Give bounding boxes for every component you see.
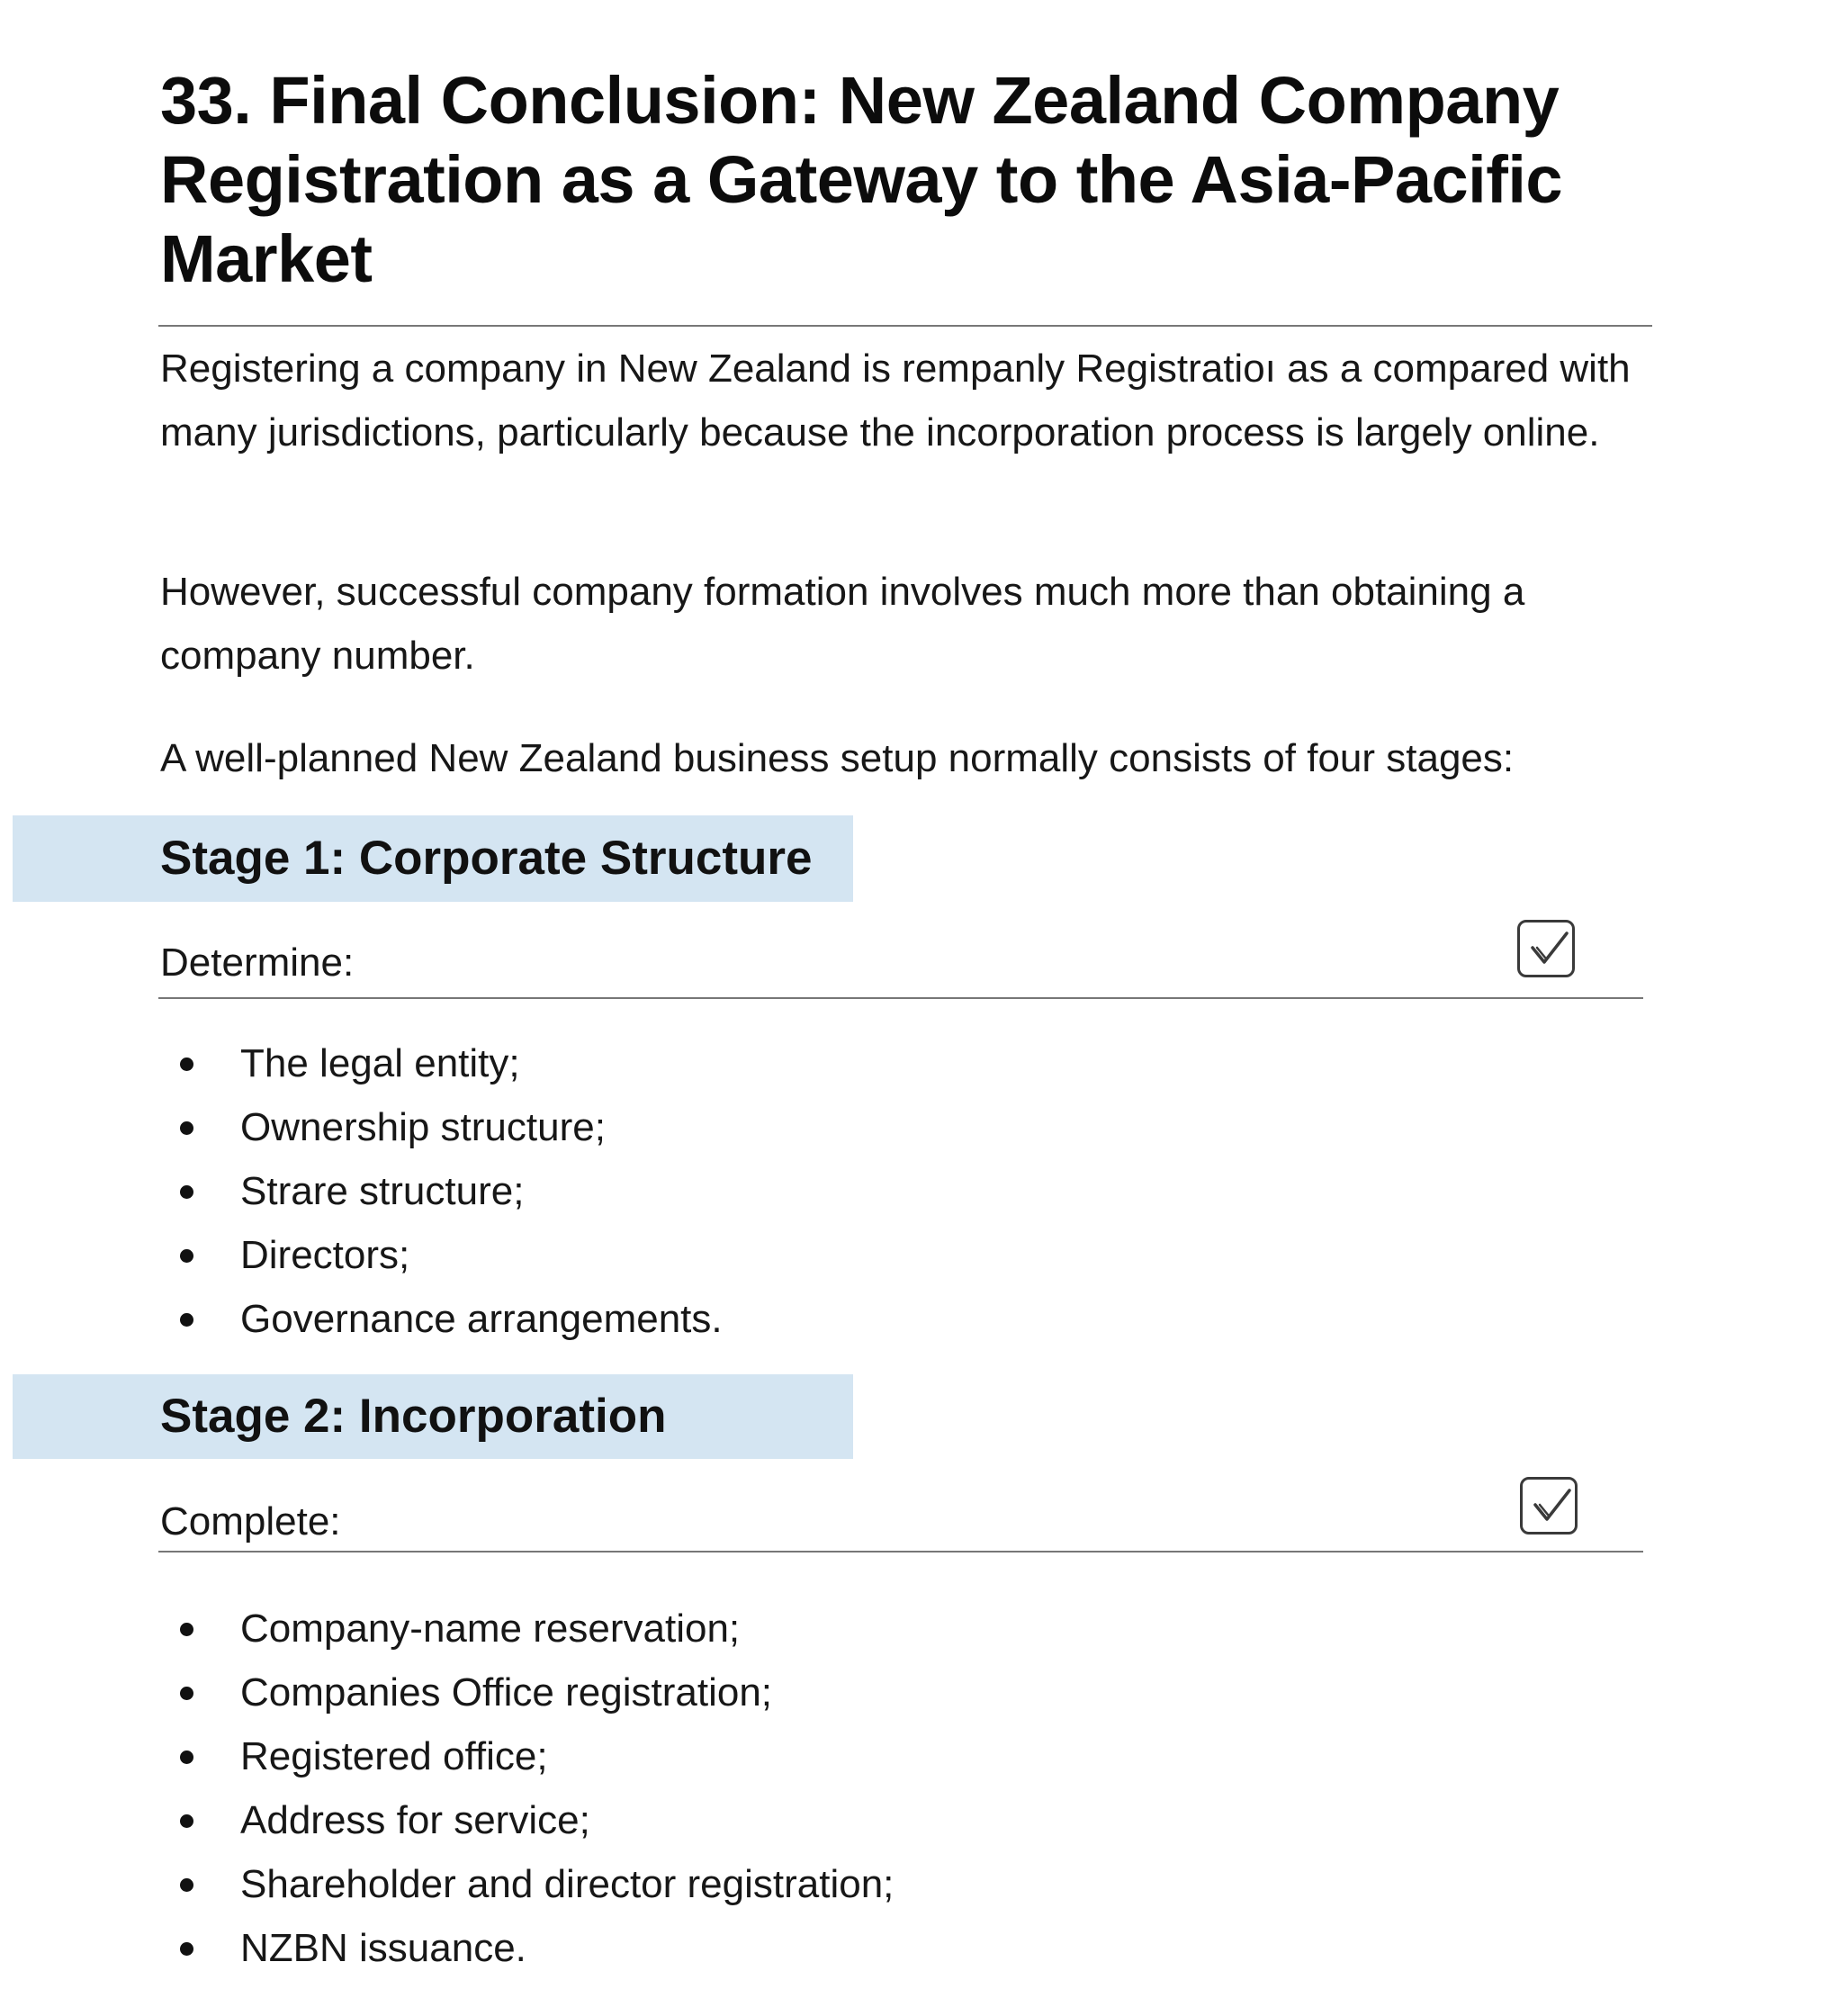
bullet-dot-icon [180, 1185, 193, 1199]
list-item-text: The legal entity; [240, 1041, 520, 1085]
stage-2-divider [158, 1551, 1643, 1552]
list-item-text: Ownership structure; [240, 1105, 606, 1149]
bullet-dot-icon [180, 1121, 193, 1135]
bullet-dot-icon [180, 1687, 193, 1700]
stage-1-heading: Stage 1: Corporate Structure [160, 832, 813, 885]
list-item-text: Directors; [240, 1233, 410, 1277]
stage-1-divider [158, 997, 1643, 999]
intro-paragraph-3: A well-planned New Zealand business setup normally consists of four stages: [160, 736, 1515, 780]
intro-paragraph-2: However, successful company formation involves much more than obtaining a company number. [160, 570, 1525, 678]
title-divider [158, 325, 1652, 327]
list-item-text: Governance arrangements. [240, 1297, 723, 1341]
stage-2-heading: Stage 2: Incorporation [160, 1390, 667, 1443]
bullet-dot-icon [180, 1814, 193, 1828]
page-title: 33. Final Conclusion: New Zealand Company Registration as a Gateway to the Asia-Pacific Market [160, 63, 1563, 296]
stage-1-checkbox[interactable] [1517, 920, 1575, 977]
bullet-dot-icon [180, 1058, 193, 1071]
list-item-text: Companies Office registration; [240, 1670, 773, 1714]
bullet-dot-icon [180, 1623, 193, 1636]
stage-2-intro: Complete: [160, 1499, 341, 1544]
bullet-dot-icon [180, 1878, 193, 1892]
intro-paragraph-1: Registering a company in New Zealand is rempanly Registratioı as a compared with many jurisdictions, particularly because the incorporation process is largely online. [160, 346, 1631, 454]
list-item-text: Company-name reservation; [240, 1606, 741, 1651]
bullet-dot-icon [180, 1750, 193, 1764]
bullet-dot-icon [180, 1313, 193, 1327]
list-item-text: NZBN issuance. [240, 1926, 526, 1970]
bullet-dot-icon [180, 1249, 193, 1263]
bullet-dot-icon [180, 1942, 193, 1956]
list-item-text: Strare structure; [240, 1169, 525, 1213]
list-item-text: Shareholder and director registration; [240, 1862, 895, 1906]
list-item-text: Address for service; [240, 1798, 590, 1842]
list-item-text: Registered office; [240, 1734, 548, 1778]
checkbox-checked-icon [1524, 924, 1574, 975]
stage-2-checkbox[interactable] [1520, 1477, 1578, 1534]
stage-1-intro: Determine: [160, 940, 355, 985]
checkbox-checked-icon [1526, 1481, 1577, 1532]
